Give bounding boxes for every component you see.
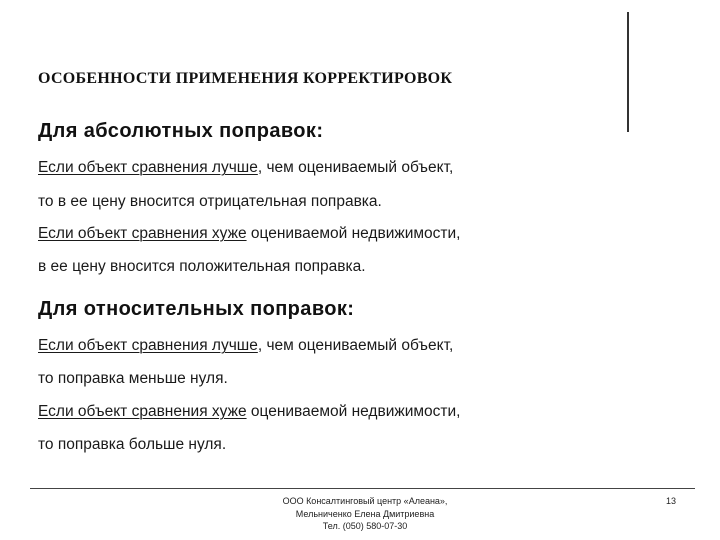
page-number: 13 xyxy=(666,496,677,506)
text-line xyxy=(38,436,226,454)
section-heading-relative: Для относительных поправок: xyxy=(38,298,355,320)
text-line xyxy=(38,258,366,276)
underlined-phrase: Если объект сравнения хуже xyxy=(38,225,247,242)
underlined-phrase: Если объект сравнения хуже xyxy=(38,403,247,420)
underlined-phrase: Если объект сравнения лучше xyxy=(38,159,258,176)
footer-company: ООО Консалтинговый центр «Алеана», xyxy=(282,496,448,506)
footer-divider xyxy=(30,488,695,489)
vertical-divider xyxy=(627,12,629,132)
line-text: то поправка больше нуля. xyxy=(38,436,227,453)
text-line xyxy=(38,159,453,177)
line-text: в ее цену вносится положительная поправка. xyxy=(38,258,366,275)
footer-phone: Тел. (050) 580-07-30 xyxy=(322,521,408,531)
line-text: , чем оцениваемый объект, xyxy=(257,159,454,176)
footer-author: Мельниченко Елена Дмитриевна xyxy=(295,508,435,519)
text-line xyxy=(38,403,460,421)
line-text: оцениваемой недвижимости, xyxy=(246,403,461,420)
line-text: то в ее цену вносится отрицательная поправка. xyxy=(38,193,382,210)
section-heading-absolute: Для абсолютных поправок: xyxy=(38,120,324,142)
text-line xyxy=(38,225,460,243)
underlined-phrase: Если объект сравнения лучше xyxy=(38,337,258,354)
text-line xyxy=(38,193,382,211)
footer-info xyxy=(240,495,490,533)
text-line xyxy=(38,337,453,355)
text-line xyxy=(38,370,228,388)
line-text: то поправка меньше нуля. xyxy=(38,370,228,387)
line-text: оцениваемой недвижимости, xyxy=(246,225,461,242)
line-text: , чем оцениваемый объект, xyxy=(257,337,454,354)
slide-title: ОСОБЕННОСТИ ПРИМЕНЕНИЯ КОРРЕКТИРОВОК xyxy=(38,70,453,87)
